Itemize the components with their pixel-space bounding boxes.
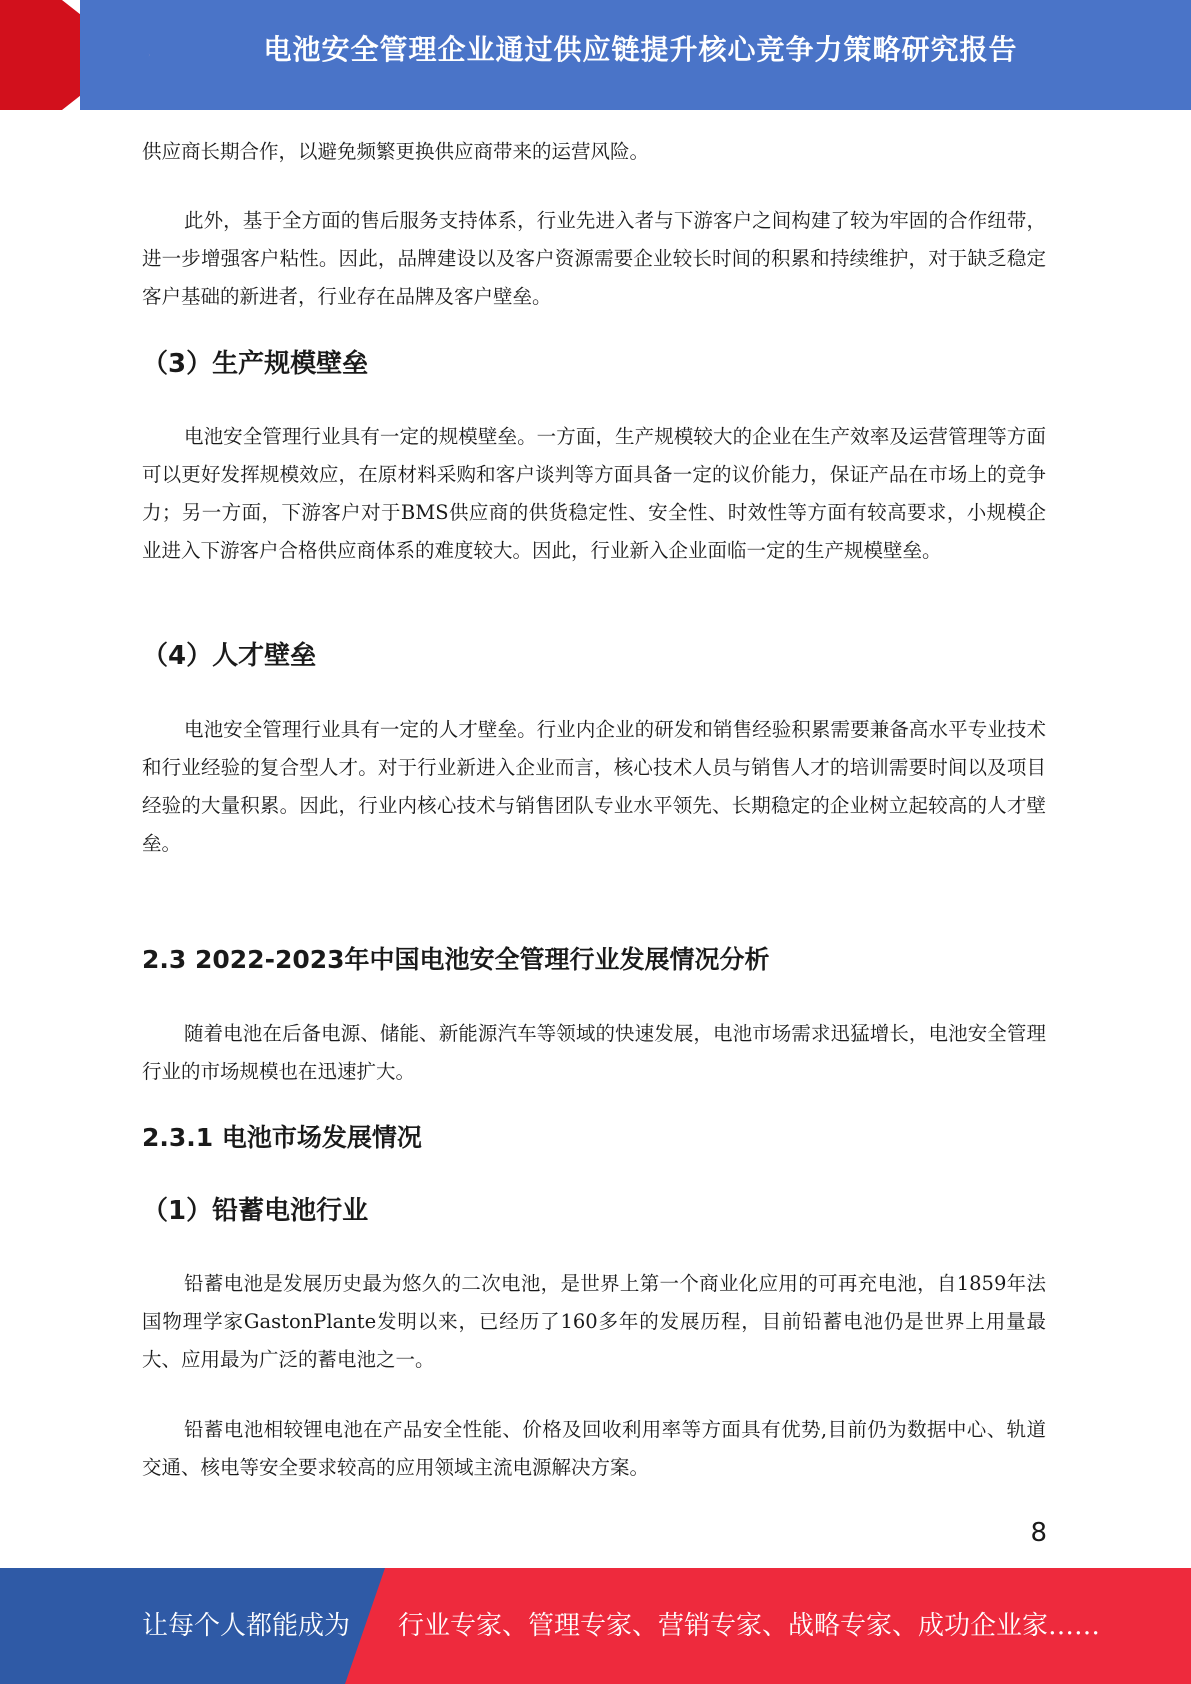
section-heading-2-3: 2.3 2022-2023年中国电池安全管理行业发展情况分析 (142, 945, 770, 974)
paragraph-6: 铅蓄电池是发展历史最为悠久的二次电池，是世界上第一个商业化应用的可再充电池，自1859年法国物理学家GastonPlante发明以来，已经历了160多年的发展历程，目前铅蓄电池仍是世界上用量最大、应用最为广泛的蓄电池之一。 (142, 1272, 1046, 1371)
footer-slogan-left: 让每个人都能成为 (142, 1611, 351, 1641)
page-header (0, 0, 1191, 110)
heading-lead-acid: （1）铅蓄电池行业 (142, 1196, 369, 1226)
paragraph-5: 随着电池在后备电源、储能、新能源汽车等领域的快速发展，电池市场需求迅猛增长，电池安全管理行业的市场规模也在迅速扩大。 (142, 1022, 1046, 1083)
subsection-heading-2-3-1: 2.3.1 电池市场发展情况 (142, 1123, 422, 1152)
heading-scale-barrier: （3）生产规模壁垒 (142, 349, 369, 379)
report-title: 电池安全管理企业通过供应链提升核心竞争力策略研究报告 (263, 33, 1018, 66)
footer-slogan-right: 行业专家、管理专家、营销专家、战略专家、成功企业家…… (398, 1611, 1101, 1641)
paragraph-3: 电池安全管理行业具有一定的规模壁垒。一方面，生产规模较大的企业在生产效率及运营管理等方面可以更好发挥规模效应，在原材料采购和客户谈判等方面具备一定的议价能力，保证产品在市场上的竞争力；另一方面，下游客户对于BMS供应商的供货稳定性、安全性、时效性等方面有较高要求，小规模企业进入下游客户合格供应商体系的难度较大。因此，行业新入企业面临一定的生产规模壁垒。 (142, 425, 1046, 562)
paragraph-2: 此外，基于全方面的售后服务支持体系，行业先进入者与下游客户之间构建了较为牢固的合作纽带，进一步增强客户粘性。因此，品牌建设以及客户资源需要企业较长时间的积累和持续维护，对于缺乏稳定客户基础的新进者，行业存在品牌及客户壁垒。 (142, 209, 1046, 308)
heading-talent-barrier: （4）人才壁垒 (142, 641, 317, 671)
page-number: 8 (1030, 1518, 1047, 1548)
paragraph-1: 供应商长期合作，以避免频繁更换供应商带来的运营风险。 (142, 140, 650, 163)
page-footer (0, 1568, 1191, 1684)
paragraph-7: 铅蓄电池相较锂电池在产品安全性能、价格及回收利用率等方面具有优势,目前仍为数据中心、轨道交通、核电等安全要求较高的应用领域主流电源解决方案。 (142, 1418, 1046, 1479)
paragraph-4: 电池安全管理行业具有一定的人才壁垒。行业内企业的研发和销售经验积累需要兼备高水平专业技术和行业经验的复合型人才。对于行业新进入企业而言，核心技术人员与销售人才的培训需要时间以及项目经验的大量积累。因此，行业内核心技术与销售团队专业水平领先、长期稳定的企业树立起较高的人才壁垒。 (142, 718, 1046, 855)
